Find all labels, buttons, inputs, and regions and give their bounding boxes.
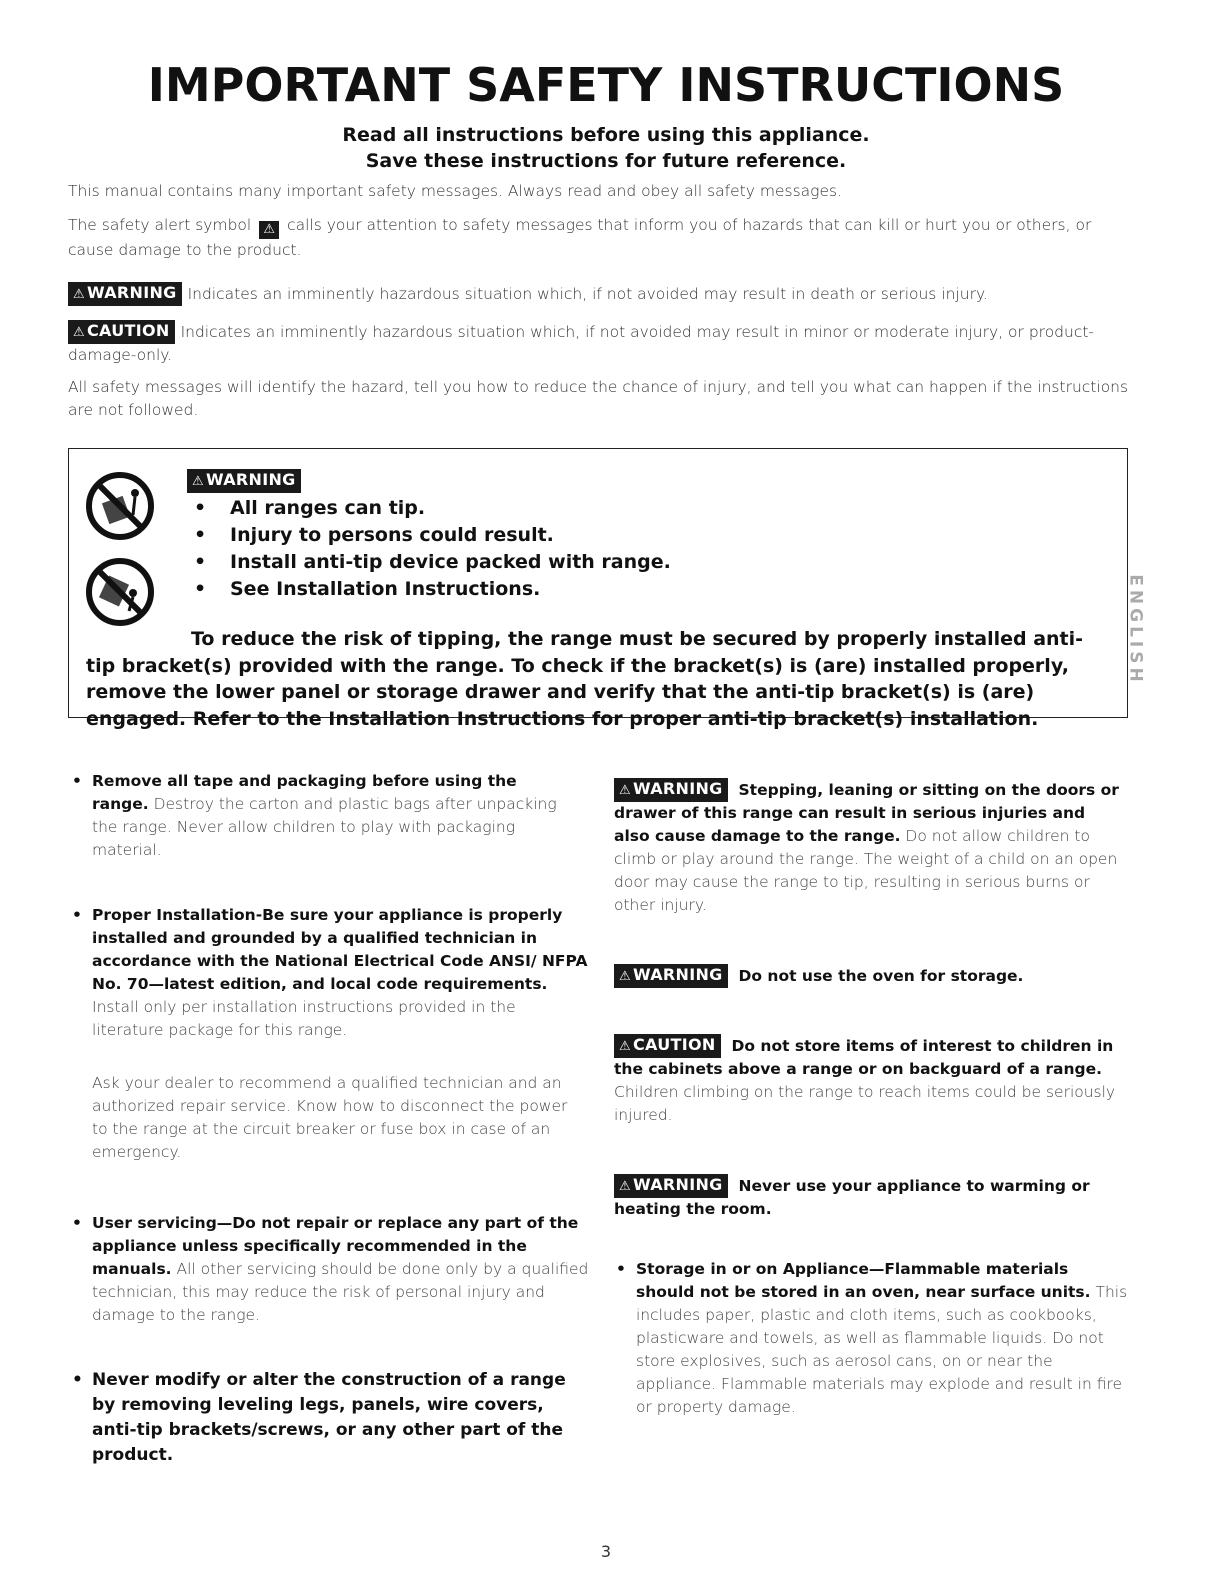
- warning-badge-label: WARNING: [632, 1175, 723, 1194]
- anti-tip-instruction: To reduce the risk of tipping, the range must be secured by properly installed anti-tip bracket(s) provided with the range. To check if the bracket(s) is (are) installed properly, remove the lower panel or storage drawer and verify that the anti-tip bracket(s) is (are) engaged. Refer to the Installation Instructions for proper anti-tip bracket(s) installation.: [86, 628, 1084, 730]
- warning-badge: [614, 1174, 728, 1198]
- page-title: IMPORTANT SAFETY INSTRUCTIONS: [147, 58, 1065, 112]
- hazard-paragraph: All safety messages will identify the hazard, tell you how to reduce the chance of injury, and tell you what can happen if the instructions are not followed.: [68, 378, 1129, 419]
- list-item: • See Installation Instructions.: [194, 576, 671, 603]
- list-item: • All ranges can tip.: [194, 495, 671, 522]
- anti-tip-warning-box: [68, 448, 1128, 730]
- language-label: ENGLISH: [1125, 574, 1146, 686]
- list-item: • Install anti-tip device packed with range.: [194, 549, 671, 576]
- list-item: [614, 1174, 1114, 1221]
- alert-symbol-paragraph: [68, 214, 1132, 262]
- list-item: [72, 1368, 592, 1468]
- alert-text-a: The safety alert symbol: [68, 216, 252, 234]
- caution-badge-label: CAUTION: [632, 1035, 716, 1054]
- item-text: All other servicing should be done only by a qualified technician, this may reduce the risk of personal injury and damage to the range.: [92, 1260, 589, 1324]
- item-text: Ask your dealer to recommend a qualified technician and an authorized repair service. Know how to disconnect the power to the range at the circuit breaker or fuse box in case of an emergency.: [92, 1074, 568, 1161]
- warning-badge-label: WARNING: [632, 779, 723, 798]
- alert-triangle-icon: ⚠: [619, 969, 631, 984]
- subtitle-read: Read all instructions before using this appliance.: [342, 124, 870, 146]
- item-bold: Never use your appliance to warming or heating the room.: [614, 1177, 1090, 1218]
- item-bold: Never modify or alter the construction of a range by removing leveling legs, panels, wire covers, anti-tip brackets/screws, or any other part of the product.: [92, 1370, 566, 1465]
- item-text: Destroy the carton and plastic bags after unpacking the range. Never allow children to play with packaging material.: [92, 795, 557, 859]
- warning-definition-text: Indicates an imminently hazardous situation which, if not avoided may result in death or serious injury.: [187, 285, 988, 303]
- list-item: [72, 770, 572, 862]
- warning-badge-label: WARNING: [632, 965, 723, 984]
- item-text: This includes paper, plastic and cloth items, such as cookbooks, plasticware and towels, as well as flammable liquids. Do not store explosives, such as aerosol cans, on or near the appliance. Flammable materials may explode and result in fire or property damage.: [636, 1283, 1128, 1416]
- list-item: [92, 1072, 572, 1164]
- alert-triangle-icon: ⚠: [619, 1039, 631, 1054]
- alert-triangle-icon: ⚠: [73, 287, 85, 302]
- item-bold: Storage in or on Appliance—Flammable materials should not be stored in an oven, near surface units.: [636, 1260, 1091, 1301]
- caution-badge: [68, 320, 175, 344]
- warning-badge: [614, 778, 728, 802]
- caution-definition-text: Indicates an imminently hazardous situation which, if not avoided may result in minor or moderate injury, or product-damage-only.: [68, 323, 1095, 364]
- anti-tip-bullets: [194, 495, 671, 603]
- list-item: [614, 1034, 1128, 1127]
- alert-text-b: calls your attention to safety messages that inform you of hazards that can kill or hurt you or others, or cause damage to the product.: [68, 216, 1092, 259]
- item-text: Install only per installation instructions provided in the literature package for this range.: [92, 998, 516, 1039]
- page-number: 3: [600, 1542, 612, 1561]
- warning-badge: [187, 469, 301, 493]
- list-item: [616, 1258, 1130, 1419]
- bullet-icon: •: [72, 772, 82, 790]
- alert-triangle-icon: ⚠: [192, 474, 204, 489]
- alert-triangle-icon: ⚠: [619, 1179, 631, 1194]
- bullet-icon: •: [72, 1214, 82, 1232]
- list-item: [72, 904, 592, 1042]
- bullet-icon: •: [616, 1260, 626, 1278]
- warning-badge: [68, 282, 182, 306]
- item-bold: Remove all tape and packaging before using the range.: [92, 772, 517, 813]
- item-text: Children climbing on the range to reach items could be seriously injured.: [614, 1083, 1116, 1124]
- warning-badge-label: WARNING: [86, 283, 177, 302]
- warning-badge: [614, 964, 728, 988]
- warning-badge-label: WARNING: [205, 470, 296, 489]
- caution-badge-label: CAUTION: [86, 321, 170, 340]
- warning-definition: [68, 282, 1132, 306]
- item-bold: User servicing—Do not repair or replace any part of the appliance unless specifically recommended in the manuals.: [92, 1214, 579, 1278]
- alert-triangle-icon: ⚠: [73, 325, 85, 340]
- caution-badge: [614, 1034, 721, 1058]
- safety-alert-icon: ⚠: [259, 221, 279, 239]
- language-side-tab: [1125, 560, 1156, 710]
- alert-triangle-icon: ⚠: [619, 783, 631, 798]
- list-item: [614, 964, 1124, 988]
- bullet-icon: •: [72, 906, 82, 924]
- subtitle-save: Save these instructions for future reference.: [365, 150, 847, 172]
- item-bold: Do not use the oven for storage.: [738, 967, 1024, 985]
- box-warning-badge: [187, 469, 307, 493]
- item-bold: Stepping, leaning or sitting on the doors or drawer of this range can result in serious injuries and also cause damage to the range.: [614, 781, 1119, 845]
- list-item: • Injury to persons could result.: [194, 522, 671, 549]
- list-item: [72, 1212, 592, 1327]
- item-bold: Do not store items of interest to children in the cabinets above a range or on backguard of a range.: [614, 1037, 1114, 1078]
- list-item: [614, 778, 1124, 917]
- intro-paragraph: This manual contains many important safety messages. Always read and obey all safety messages.: [68, 182, 842, 200]
- item-bold: Proper Installation-Be sure your appliance is properly installed and grounded by a qualified technician in accordance with the National Electrical Code ANSI/ NFPA No. 70—latest edition, and local code requirements.: [92, 906, 588, 993]
- bullet-icon: •: [72, 1370, 83, 1390]
- item-text: Do not allow children to climb or play around the range. The weight of a child on an open door may cause the range to tip, resulting in serious burns or other injury.: [614, 827, 1118, 914]
- child-climbing-prohibited-icon: [85, 557, 155, 627]
- caution-definition: [68, 320, 1132, 367]
- range-tip-prohibited-icon: [85, 471, 155, 541]
